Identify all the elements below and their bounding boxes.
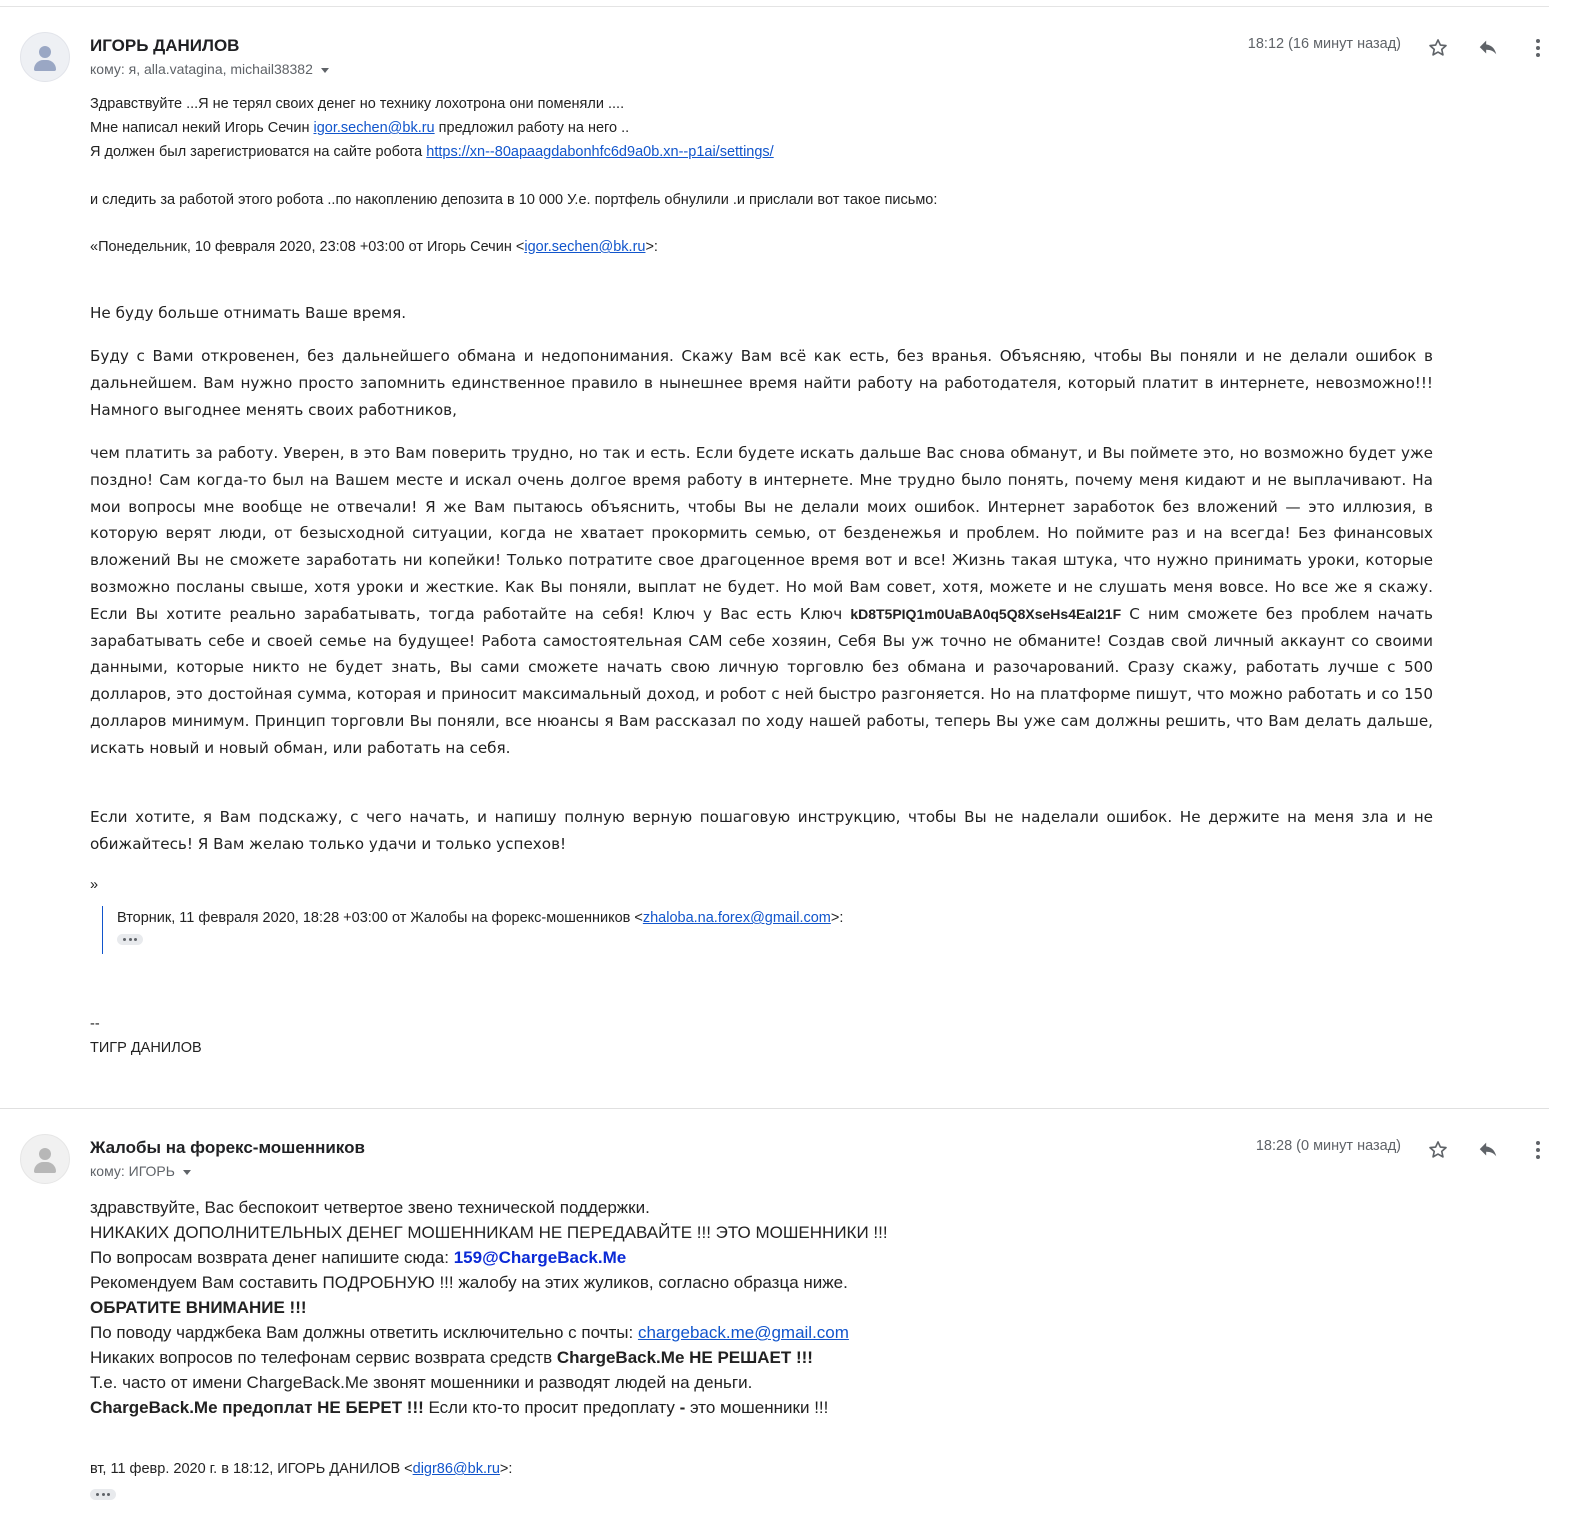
text: это мошенники !!!: [685, 1398, 829, 1417]
intro-line: и следить за работой этого робота ..по накоплению депозита в 10 000 У.е. портфель обнулили .и прислали вот такое письмо:: [90, 192, 938, 208]
reply-icon[interactable]: [1474, 34, 1502, 62]
chevron-down-icon[interactable]: [321, 68, 329, 73]
body-line: НИКАКИХ ДОПОЛНИТЕЛЬНЫХ ДЕНЕГ МОШЕННИКАМ НЕ ПЕРЕДАВАЙТЕ !!! ЭТО МОШЕННИКИ !!!: [90, 1223, 888, 1242]
body-line: ОБРАТИТЕ ВНИМАНИЕ !!!: [90, 1298, 307, 1317]
chevron-down-icon[interactable]: [183, 1170, 191, 1175]
text: >:: [645, 239, 658, 255]
text: Если кто-то просит предоплату: [423, 1398, 680, 1417]
recipients[interactable]: [90, 1163, 191, 1179]
body-line: [90, 1348, 813, 1368]
signature: ТИГР ДАНИЛОВ: [90, 1040, 202, 1056]
more-vert-icon[interactable]: [1524, 1136, 1552, 1164]
signature-dash: --: [90, 1016, 100, 1032]
text: Вторник, 11 февраля 2020, 18:28 +03:00 от Жалобы на форекс-мошенников <: [117, 910, 643, 926]
text: предложил работу на него ..: [434, 120, 630, 136]
bold-text: -: [679, 1398, 686, 1417]
star-icon[interactable]: [1424, 34, 1452, 62]
text: >:: [499, 1461, 513, 1477]
quoted-header: [90, 1461, 512, 1477]
email-link[interactable]: igor.sechen@bk.ru: [313, 120, 435, 136]
star-icon[interactable]: [1424, 1136, 1452, 1164]
body-line: Т.е. часто от имени ChargeBack.Me звонят мошенники и разводят людей на деньги.: [90, 1373, 753, 1392]
email-link[interactable]: chargeback.me@gmail.com: [637, 1323, 849, 1342]
top-rule: [0, 6, 1549, 7]
intro-line: [90, 144, 774, 160]
message-divider: [0, 1108, 1549, 1109]
key-code: kD8T5PIQ1m0UaBA0q5Q8XseHs4EaI21F: [850, 605, 1122, 622]
text: Никаких вопросов по телефонам сервис возврата средств: [90, 1348, 557, 1367]
sender-name: ИГОРЬ ДАНИЛОВ: [90, 36, 240, 55]
recipients-text: кому: я, alla.vatagina, michail38382: [90, 61, 313, 77]
recipients[interactable]: [90, 61, 329, 77]
recipients-text: кому: ИГОРЬ: [90, 1163, 175, 1179]
avatar-icon[interactable]: [20, 32, 70, 82]
letter-paragraph: Не буду больше отнимать Ваше время.: [90, 304, 407, 322]
quoted-header: [117, 910, 843, 926]
message-time: 18:12 (16 минут назад): [1247, 36, 1401, 52]
body-line: [90, 1398, 828, 1418]
quoted-reply: [102, 906, 843, 954]
bold-text: ChargeBack.Me НЕ РЕШАЕТ !!!: [556, 1348, 813, 1367]
intro-line: Здравствуйте ...Я не терял своих денег но технику лохотрона они поменяли ....: [90, 96, 625, 112]
sender-name: Жалобы на форекс-мошенников: [90, 1138, 365, 1157]
more-vert-icon[interactable]: [1524, 34, 1552, 62]
email-link[interactable]: igor.sechen@bk.ru: [524, 239, 646, 255]
body-line: [90, 1248, 626, 1268]
quote-header: [90, 239, 658, 255]
letter-paragraph: Буду с Вами откровенен, без дальнейшего обмана и недопонимания. Скажу Вам всё как есть, без вранья. Объясняю, чтобы Вы поняли и не делали ошибок в дальнейшем. Вам нужно просто запомнить единственное правило в нынешнее время найти работу на работодателя, который платит в интернете, невозможно!!! Намного выгоднее менять своих работников,: [90, 347, 1433, 419]
close-quote: »: [90, 877, 99, 893]
text: чем платить за работу. Уверен, в это Вам поверить трудно, но так и есть. Если будете искать дальше Вас снова обманут, и Вы поймете это, но возможно будет уже поздно! Сам когда-то был на Вашем месте и искал очень долгое время работу в интернете. Мне трудно было понять, почему меня кидают и не выплачивают. На мои вопросы мне вообще не отвечали! Я же Вам пытаюсь объяснить, чтобы Вы не делали моих ошибок. Интернет заработок без вложений — это иллюзия, в которую верят люди, от безысходной ситуации, когда не хватает прокормить семью, от безденежья и проблем. Но поймите раз и на всегда! Без финансовых вложений Вы не сможете заработать ни копейки! Только потратите свое драгоценное время вот и все! Жизнь такая штука, что нужно принимать уроки, которые возможно посланы свыше, хотя уроки и жесткие. Как Вы поняли, выплат не будет. Но мой Вам совет, хотя, можете и не слушать меня вовсе. Но все же я скажу. Если Вы хотите реально зарабатывать, тогда работайте на себя! Ключ у Вас есть Ключ: [90, 444, 1433, 623]
intro-line: [90, 120, 629, 136]
ellipsis-icon[interactable]: [117, 934, 143, 945]
text: По вопросам возврата денег напишите сюда:: [90, 1248, 454, 1267]
support-email: 159@ChargeBack.Me: [453, 1248, 627, 1267]
text: Я должен был зарегистриоватся на сайте робота: [90, 144, 427, 160]
avatar-icon[interactable]: [20, 1134, 70, 1184]
body-line: Рекомендуем Вам составить ПОДРОБНУЮ !!! жалобу на этих жуликов, согласно образца ниже.: [90, 1273, 848, 1292]
reply-icon[interactable]: [1474, 1136, 1502, 1164]
body-line: [90, 1323, 849, 1343]
email-link[interactable]: digr86@bk.ru: [412, 1461, 500, 1477]
bold-text: ChargeBack.Me предоплат НЕ БЕРЕТ !!!: [90, 1398, 424, 1417]
message-time: 18:28 (0 минут назад): [1255, 1138, 1401, 1154]
text: С ним сможете без проблем начать зарабатывать себе и своей семье на будущее! Работа самостоятельная САМ себе хозяин, Себя Вы уж точно не обманите! Создав свой личный аккаунт со своими данными, которые никто не будет знать, Вы сами сможете начать свою личную торговлю без обмана и разочарований. Сразу скажу, работать лучше с 500 долларов, это достойная сумма, которая и приносит максимальный доход, и робот с ней быстро разгоняется. Но на платформе пишут, что можно работать и со 150 долларов минимум. Принцип торговли Вы поняли, все нюансы я Вам рассказал по ходу нашей работы, теперь Вы уже сам должны решить, что Вам делать дальше, искать новый и новый обман, или работать на себя.: [90, 604, 1433, 757]
text: >:: [830, 910, 844, 926]
body-line: здравствуйте, Вас беспокоит четвертое звено технической поддержки.: [90, 1198, 650, 1217]
email-link[interactable]: zhaloba.na.forex@gmail.com: [642, 910, 831, 926]
letter-paragraph: Если хотите, я Вам подскажу, с чего начать, и напишу полную верную пошаговую инструкцию, чтобы Вы не наделали ошибок. Не держите на меня зла и не обижайтесь! Я Вам желаю только удачи и только успехов!: [90, 808, 1433, 853]
text: «Понедельник, 10 февраля 2020, 23:08 +03:00 от Игорь Сечин <: [90, 239, 525, 255]
ellipsis-icon[interactable]: [90, 1489, 116, 1500]
letter-paragraph: [90, 440, 1433, 762]
text: Мне написал некий Игорь Сечин: [90, 120, 314, 136]
text: вт, 11 февр. 2020 г. в 18:12, ИГОРЬ ДАНИЛОВ <: [90, 1461, 413, 1477]
url-link[interactable]: https://xn--80apaagdabonhfc6d9a0b.xn--p1ai/settings/: [426, 144, 774, 160]
text: По поводу чарджбека Вам должны ответить исключительно с почты:: [90, 1323, 638, 1342]
